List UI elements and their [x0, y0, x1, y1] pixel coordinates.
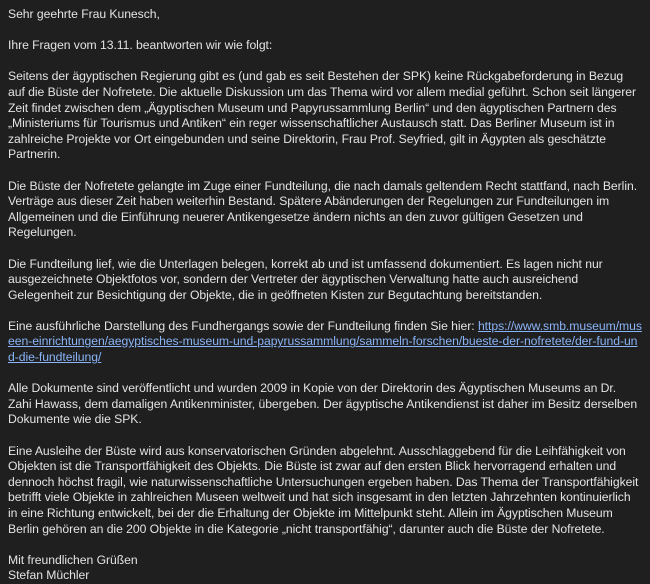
email-closing: Mit freundlichen Grüßen [8, 552, 138, 567]
email-greeting: Sehr geehrte Frau Kunesch, [8, 7, 160, 21]
fundteilung-link[interactable]: https://www.smb.museum/museen-einrichtungen/aegyptisches-museum-und-papyrussammlung/sammeln-forschen/bueste-der-nofretete/der-fund-und-die-fundteilung/ [8, 318, 642, 365]
email-paragraph: Eine Ausleihe der Büste wird aus konservatorischen Gründen abgelehnt. Ausschlaggebend für die Leihfähigkeit von Objekten ist die Transportfähigkeit des Objekts. Die Büste ist zwar auf den ersten Blick hervorragend erhalten und dennoch höchst fragil, wie naturwissenschaftliche Untersuchungen ergeben haben. Das Thema der Transportfähigkeit betrifft viele Objekte in zahlreichen Museen weltweit und hat sich insgesamt in den letzten Jahrzehnten kontinuierlich in eine Richtung entwickelt, bei der die Erhaltung der Objekte im Mittelpunkt steht. Allein im Ägyptischen Museum Berlin gehören an die 200 Objekte in die Kategorie „nicht transportfähig“, darunter auch die Büste der Nofretete. [8, 443, 639, 536]
email-paragraph: Die Büste der Nofretete gelangte im Zuge einer Fundteilung, die nach damals geltendem Recht stattfand, nach Berlin. Verträge aus dieser Zeit haben weiterhin Bestand. Spätere Abänderungen der Regelungen zur Fundteilungen im Allgemeinen und die Einführung neuerer Antikengesetze ändern nichts an den zuvor gültigen Gesetzen und Regelungen. [8, 178, 638, 240]
email-paragraph: Seitens der ägyptischen Regierung gibt es (und gab es seit Bestehen der SPK) keine Rückgabeforderung in Bezug auf die Büste der Nofretete. Die aktuelle Diskussion um das Thema wird vor allem medial geführt. Schon seit längerer Zeit findet zwischen dem „Ägyptischen Museum und Papyrussammlung Berlin“ und den ägyptischen Partnern des „Ministeriums für Tourismus und Antiken“ ein reger wissenschaftlicher Austausch statt. Das Berliner Museum ist in zahlreiche Projekte vor Ort eingebunden und seine Direktorin, Frau Prof. Seyfried, gilt in Ägypten als geschätzte Partnerin. [8, 69, 637, 162]
email-intro: Ihre Fragen vom 13.11. beantworten wir wie folgt: [8, 38, 273, 53]
email-signoff [8, 553, 642, 584]
email-paragraph: Die Fundteilung lief, wie die Unterlagen belegen, korrekt ab und ist umfassend dokumentiert. Es lagen nicht nur ausgezeichnete Objektfotos vor, sondern der Vertreter der ägyptischen Verwaltung hatte auch ausreichend Gelegenheit zur Besichtigung der Objekte, die in geöffneten Kisten zur Begutachtung bereitstanden. [8, 256, 603, 302]
email-paragraph: Alle Dokumente sind veröffentlicht und wurden 2009 in Kopie von der Direktorin des Ägyptischen Museums an Dr. Zahi Hawass, dem damaligen Antikenminister, übergeben. Der ägyptische Antikendienst ist daher im Besitz derselben Dokumente wie die SPK. [8, 381, 638, 427]
email-link-paragraph [8, 319, 642, 366]
email-signature: Stefan Müchler [8, 568, 90, 583]
link-intro-text: Eine ausführliche Darstellung des Fundhergangs sowie der Fundteilung finden Sie hier: [8, 318, 478, 333]
